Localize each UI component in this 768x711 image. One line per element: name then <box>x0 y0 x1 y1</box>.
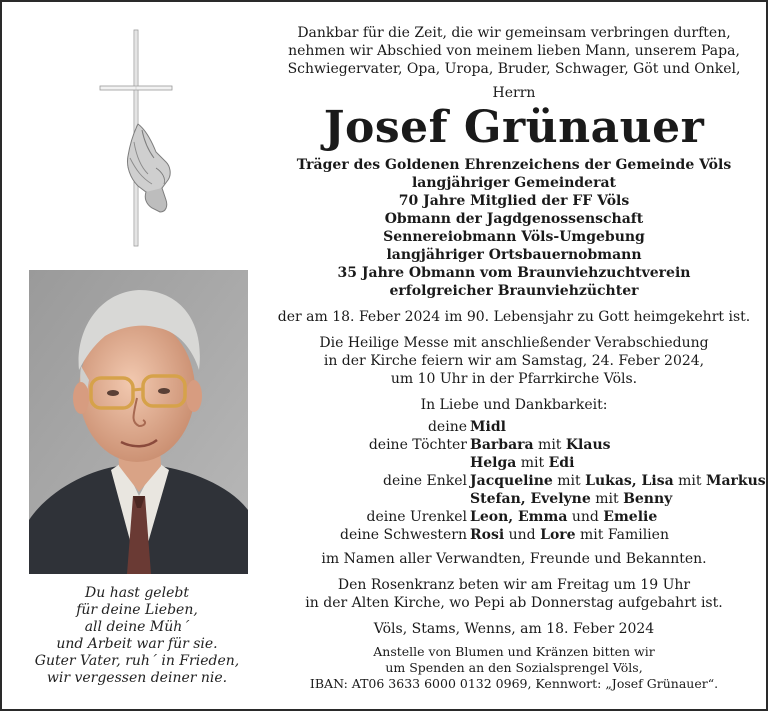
mourner-label: deine Töchter <box>368 437 467 453</box>
mourner-label: deine <box>427 419 467 435</box>
poem <box>22 585 252 687</box>
relatives-line: im Namen aller Verwandten, Freunde und Bekannten. <box>321 551 707 567</box>
mourner-row <box>270 436 758 454</box>
mourner-names: Barbara mit Klaus <box>470 437 611 453</box>
donation-line: um Spenden an den Sozialsprengel Völs, <box>385 660 643 675</box>
honor-item: erfolgreicher Braunviehzüchter <box>389 283 639 299</box>
mourner-names: Leon, Emma und Emelie <box>470 509 658 525</box>
mass-line: in der Kirche feiern wir am Samstag, 24. Feber 2024, <box>323 353 705 369</box>
donation-info <box>270 644 758 692</box>
deceased-name: Josef Grünauer <box>323 102 705 153</box>
salutation: Herrn <box>492 85 536 101</box>
rosary-line: Den Rosenkranz beten wir am Freitag um 19 Uhr <box>337 577 691 593</box>
mourner-names: Stefan, Evelyne mit Benny <box>470 491 673 507</box>
mourner-label: deine Urenkel <box>366 509 467 525</box>
honor-item: 70 Jahre Mitglied der FF Völs <box>398 193 630 209</box>
mourners-list <box>270 418 766 544</box>
mourner-label: deine Schwestern <box>340 527 467 543</box>
mass-line: um 10 Uhr in der Pfarrkirche Völs. <box>390 371 638 387</box>
mourner-row <box>270 508 758 526</box>
portrait-photo <box>29 270 248 574</box>
mourner-names: Rosi und Lore mit Familien <box>470 527 669 543</box>
honor-item: langjähriger Gemeinderat <box>411 175 616 191</box>
honor-item: Sennereiobmann Völs-Umgebung <box>383 229 645 245</box>
mourner-row <box>270 490 758 508</box>
intro-line: nehmen wir Abschied von meinem lieben Mann, unserem Papa, <box>288 43 740 59</box>
mass-line: Die Heilige Messe mit anschließender Verabschiedung <box>319 335 709 351</box>
mourner-row <box>270 472 766 490</box>
rosary-line: in der Alten Kirche, wo Pepi ab Donnerstag aufgebahrt ist. <box>305 595 723 611</box>
mourner-label: deine Enkel <box>383 473 467 489</box>
mourner-row <box>270 526 758 544</box>
mourner-names: Jacqueline mit Lukas, Lisa mit Markus <box>470 473 766 489</box>
love-line: In Liebe und Dankbarkeit: <box>420 397 608 413</box>
poem-line: für deine Lieben, <box>76 602 198 618</box>
place-date: Völs, Stams, Wenns, am 18. Feber 2024 <box>373 621 655 637</box>
mourner-names: Helga mit Edi <box>470 455 575 471</box>
mass-info <box>270 334 758 388</box>
honors-list <box>270 156 758 300</box>
rosary-info <box>270 576 758 612</box>
poem-line: Du hast gelebt <box>85 585 189 601</box>
mourner-row <box>270 418 758 436</box>
cross-with-praying-hands-icon <box>98 26 178 252</box>
death-notice: der am 18. Feber 2024 im 90. Lebensjahr zu Gott heimgekehrt ist. <box>277 309 751 325</box>
honor-item: 35 Jahre Obmann vom Braunviehzuchtverein <box>337 265 691 281</box>
poem-line: und Arbeit war für sie. <box>56 636 218 652</box>
donation-line: Anstelle von Blumen und Kränzen bitten wir <box>373 644 655 659</box>
mourner-names: Midl <box>470 419 506 435</box>
obituary-text <box>270 24 766 692</box>
intro-line: Dankbar für die Zeit, die wir gemeinsam verbringen durften, <box>297 25 731 41</box>
donation-line: IBAN: AT06 3633 6000 0132 0969, Kennwort: „Josef Grünauer“. <box>309 676 719 691</box>
poem-line: Guter Vater, ruh´ in Frieden, <box>34 653 240 669</box>
honor-item: Träger des Goldenen Ehrenzeichens der Gemeinde Völs <box>296 157 732 173</box>
poem-line: all deine Müh´ <box>84 619 190 635</box>
honor-item: Obmann der Jagdgenossenschaft <box>384 211 644 227</box>
intro-line: Schwiegervater, Opa, Uropa, Bruder, Schwager, Göt und Onkel, <box>287 61 741 77</box>
mourner-row <box>270 454 758 472</box>
honor-item: langjähriger Ortsbauernobmann <box>386 247 642 263</box>
poem-line: wir vergessen deiner nie. <box>46 670 228 686</box>
